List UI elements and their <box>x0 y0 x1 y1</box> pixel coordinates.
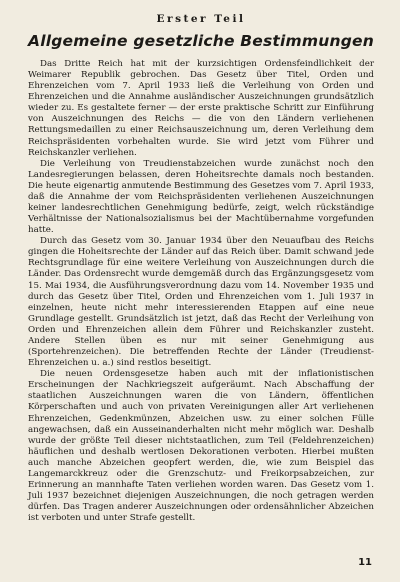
part-heading: Erster Teil <box>156 13 246 25</box>
page-title: Allgemeine gesetzliche Bestimmungen <box>28 32 374 50</box>
paragraph-3: Durch das Gesetz vom 30. Januar 1934 über den Neuaufbau des Reichs gingen die Hoheitsrechte der Länder auf das Reich über. Damit schwand jede Rechtsgrundlage für eine weitere Verleihung von Auszeichnungen durch die Länder. Das Ordensrecht wurde demgemäß durch das Ergänzungsgesetz vom 15. Mai 1934, die Ausführungsverordnung dazu vom 14. November 1935 und durch das Gesetz über Titel, Orden und Ehrenzeichen vom 1. Juli 1937 in einzelnen, heute nicht mehr interessierenden Etappen auf eine neue Grundlage gestellt. Grundsätzlich ist jetzt, daß das Recht der Verleihung von Orden und Ehrenzeichen allein dem Führer und Reichskanzler zusteht. Andere Stellen üben es nur mit seiner Genehmigung aus (Sportehrenzeichen). Die betreffenden Rechte der Länder (Treudienst-Ehrenzeichen u. a.) sind restlos beseitigt. <box>28 236 374 369</box>
paragraph-2: Die Verleihung von Treudienstabzeichen wurde zunächst noch den Landesregierungen belassen, deren Hoheitsrechte damals noch bestanden. Die heute eigenartig anmutende Bestimmung des Gesetzes vom 7. April 1933, daß die Annahme der vom Reichspräsidenten verliehenen Auszeichnungen keiner landesrechtlichen Genehmigung bedürfe, zeigt, welch rückständige Verhältnisse der Nationalsozialismus bei der Machtübernahme vorgefunden hatte. <box>28 158 374 236</box>
paragraph-4: Die neuen Ordensgesetze haben auch mit der inflationistischen Erscheinungen der Nachkriegszeit aufgeräumt. Nach Abschaffung der staatlichen Auszeichnungen waren die von Ländern, öffentlichen Körperschaften und auch von privaten Vereinigungen aller Art verliehenen Ehrenzeichen, Gedenkmünzen, Abzeichen usw. zu einer solchen Fülle angewachsen, daß ein Ausseinanderhalten nicht mehr möglich war. Deshalb wurde der größte Teil dieser nichtstaatlichen, zum Teil (Feldehrenzeichen) häuflichen und deshalb wertlosen Dekorationen verboten. Hierbei mußten auch manche Abzeichen geopfert werden, die, wie zum Beispiel das Langemarckkreuz oder die Grenzschutz- und Freikorpsabzeichen, zur Erinnerung an mannhafte Taten verliehen worden waren. Das Gesetz vom 1. Juli 1937 bezeichnet diejenigen Auszeichnungen, die noch getragen werden dürfen. Das Tragen anderer Auszeichnungen oder ordensähnlicher Abzeichen ist verboten und unter Strafe gestellt. <box>28 369 374 524</box>
page-number: 11 <box>358 557 372 568</box>
paragraph-1: Das Dritte Reich hat mit der kurzsichtigen Ordensfeindlichkeit der Weimarer Republik gebrochen. Das Gesetz über Titel, Orden und Ehrenzeichen vom 7. April 1933 ließ die Verleihung von Orden und Ehrenzeichen und die Annahme ausländischer Auszeichnungen grundsätzlich wieder zu. Es gestaltete ferner — der erste praktische Schritt zur Einführung von Auszeichnungen des Reichs — die von den Ländern verliehenen Rettungsmedaillen zu einer Reichsauszeichnung um, deren Verleihung dem Reichspräsidenten vorbehalten wurde. Sie wird jetzt vom Führer und Reichskanzler verliehen. <box>28 59 374 158</box>
